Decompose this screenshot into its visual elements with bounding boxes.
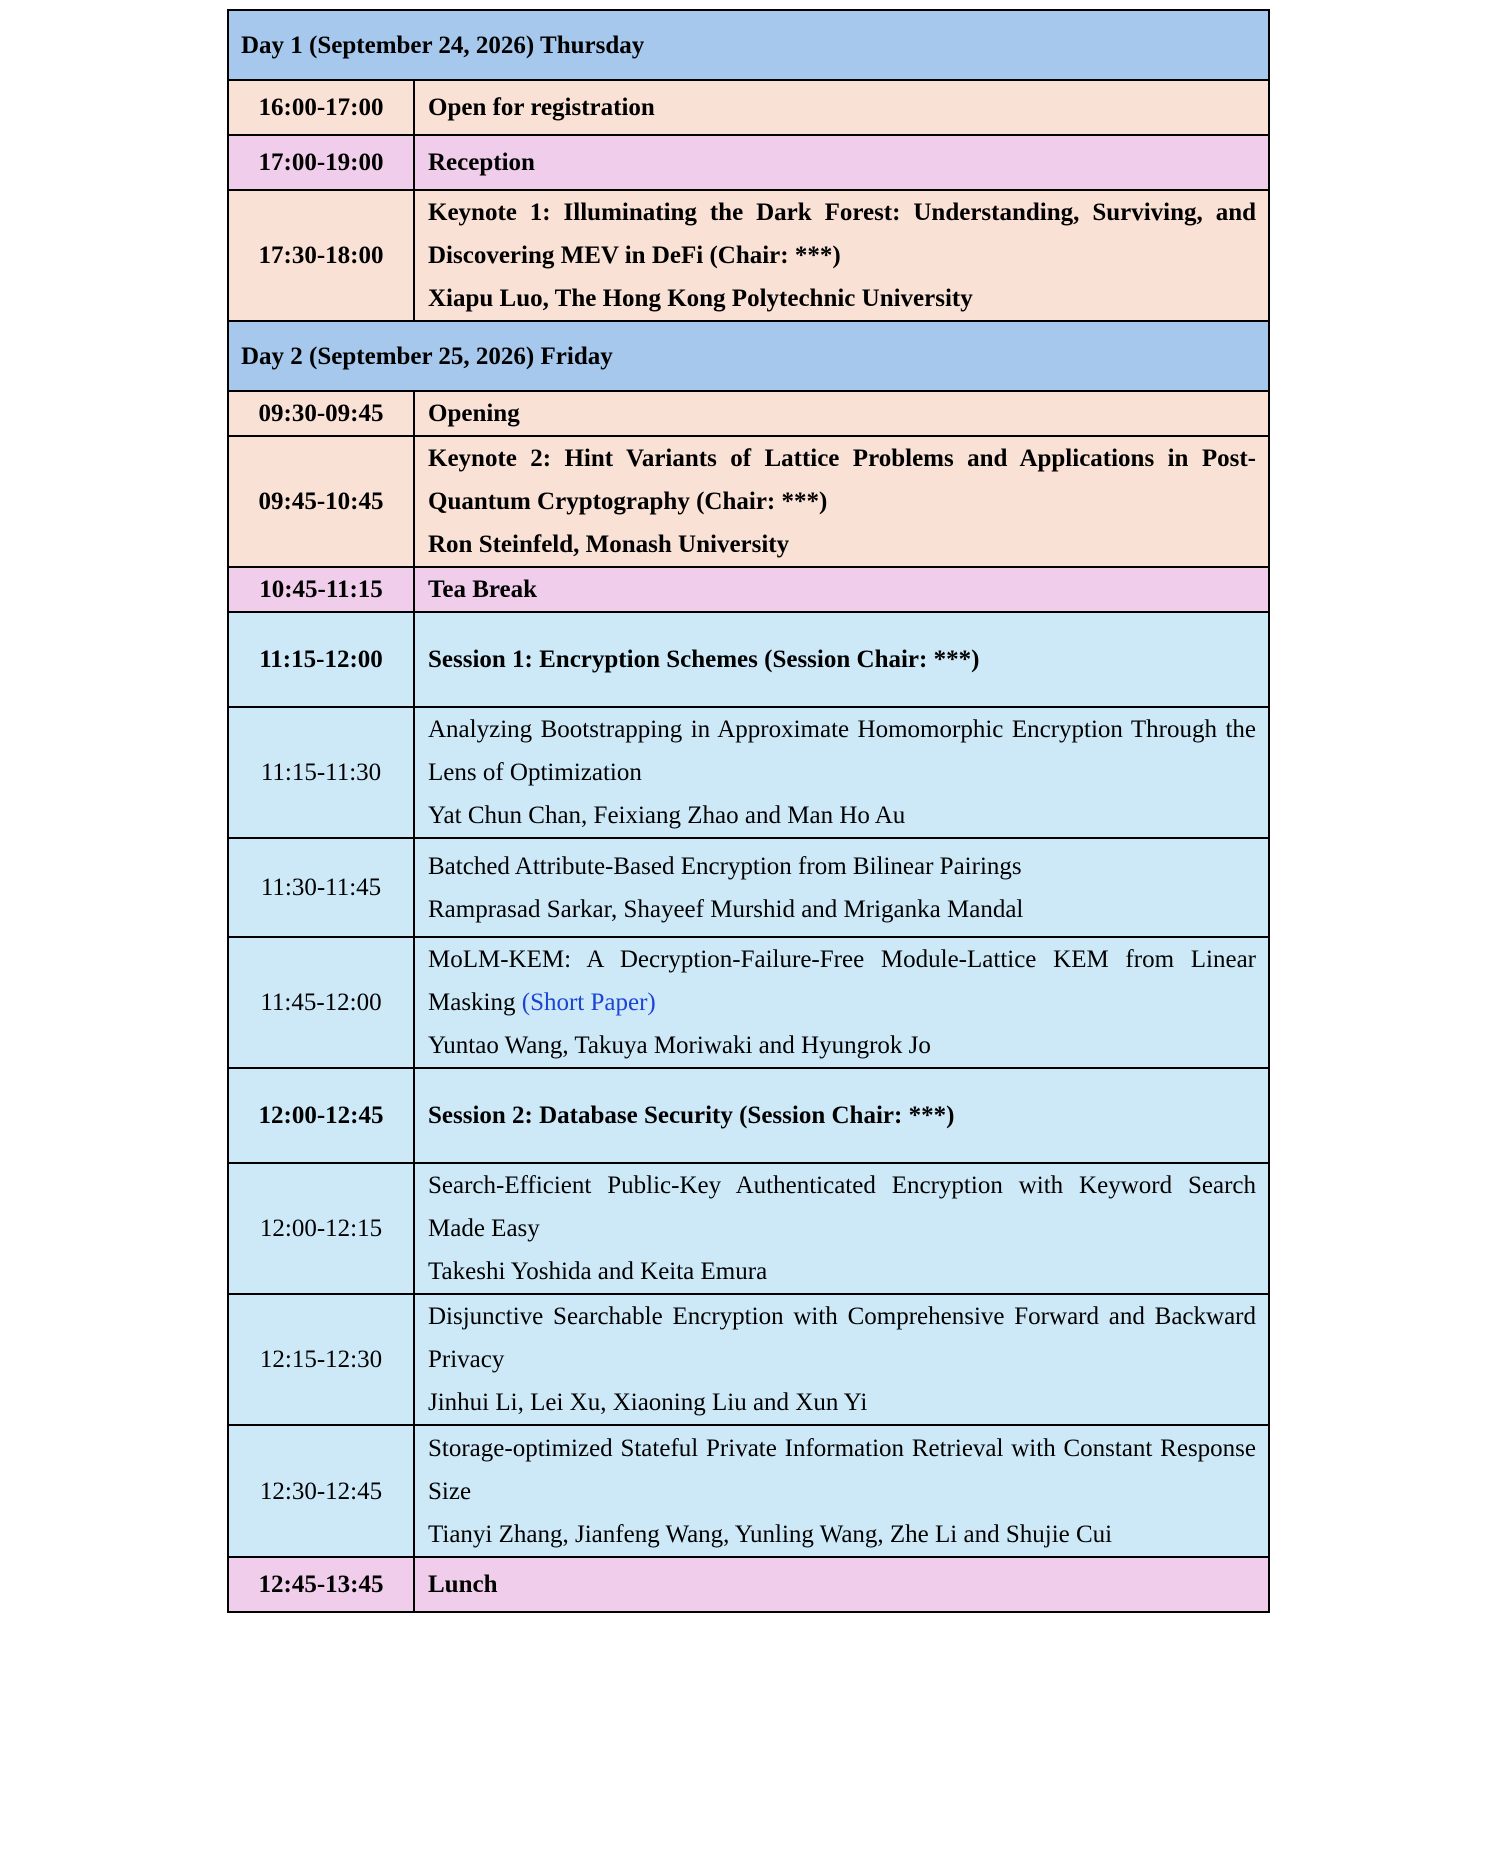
day-header: Day 1 (September 24, 2026) Thursday (228, 10, 1269, 80)
paper-cell (414, 1425, 1269, 1557)
schedule-row (228, 391, 1269, 436)
time-slot: 11:45-12:00 (228, 937, 414, 1068)
paper-title: Batched Attribute-Based Encryption from Bilinear Pairings (428, 852, 1022, 880)
paper-cell (414, 707, 1269, 838)
paper-row (228, 1425, 1269, 1557)
time-slot: 11:15-12:00 (228, 612, 414, 707)
paper-cell (414, 1163, 1269, 1294)
event-title: Tea Break (414, 567, 1269, 612)
time-slot: 10:45-11:15 (228, 567, 414, 612)
event-title: Open for registration (414, 80, 1269, 135)
keynote-speaker: Xiapu Luo, The Hong Kong Polytechnic University (428, 285, 973, 312)
time-slot: 17:00-19:00 (228, 135, 414, 190)
paper-title: Disjunctive Searchable Encryption with Comprehensive Forward and Backward Privacy (428, 1303, 1256, 1373)
session-title: Session 2: Database Security (Session Chair: ***) (414, 1068, 1269, 1163)
time-slot: 12:15-12:30 (228, 1294, 414, 1425)
time-slot: 09:30-09:45 (228, 391, 414, 436)
keynote-speaker: Ron Steinfeld, Monash University (428, 531, 790, 558)
time-slot: 17:30-18:00 (228, 190, 414, 321)
day-header-row (228, 10, 1269, 80)
time-slot: 12:00-12:45 (228, 1068, 414, 1163)
event-title: Reception (414, 135, 1269, 190)
paper-title: Analyzing Bootstrapping in Approximate Homomorphic Encryption Through the Lens of Optimization (428, 716, 1256, 786)
keynote-title: Keynote 2: Hint Variants of Lattice Problems and Applications in Post-Quantum Cryptography (Chair: ***) (428, 445, 1256, 515)
keynote-cell (414, 436, 1269, 567)
paper-cell (414, 1294, 1269, 1425)
time-slot: 09:45-10:45 (228, 436, 414, 567)
day-header: Day 2 (September 25, 2026) Friday (228, 321, 1269, 391)
time-slot: 11:30-11:45 (228, 838, 414, 937)
paper-title-line (428, 938, 1256, 1024)
paper-row (228, 937, 1269, 1068)
session-header-row (228, 1068, 1269, 1163)
paper-authors: Yat Chun Chan, Feixiang Zhao and Man Ho Au (428, 802, 906, 829)
time-slot: 16:00-17:00 (228, 80, 414, 135)
schedule-row (228, 80, 1269, 135)
paper-row (228, 707, 1269, 838)
keynote-cell (414, 190, 1269, 321)
event-title: Opening (414, 391, 1269, 436)
session-header-row (228, 612, 1269, 707)
paper-authors: Tianyi Zhang, Jianfeng Wang, Yunling Wang, Zhe Li and Shujie Cui (428, 1520, 1113, 1548)
program-table (227, 9, 1270, 1613)
time-slot: 12:45-13:45 (228, 1557, 414, 1612)
keynote-row (228, 190, 1269, 321)
paper-cell (414, 937, 1269, 1068)
paper-cell (414, 838, 1269, 937)
schedule-row (228, 135, 1269, 190)
time-slot: 11:15-11:30 (228, 707, 414, 838)
paper-authors: Takeshi Yoshida and Keita Emura (428, 1258, 768, 1285)
short-paper-note: (Short Paper) (521, 989, 656, 1016)
time-slot: 12:00-12:15 (228, 1163, 414, 1294)
paper-row (228, 838, 1269, 937)
keynote-title: Keynote 1: Illuminating the Dark Forest: Understanding, Surviving, and Discovering MEV in DeFi (Chair: ***) (428, 199, 1256, 269)
paper-title: MoLM-KEM: A Decryption-Failure-Free Module-Lattice KEM from Linear Masking (428, 946, 1256, 1016)
session-title: Session 1: Encryption Schemes (Session Chair: ***) (414, 612, 1269, 707)
program-schedule (227, 9, 1270, 1613)
paper-row (228, 1163, 1269, 1294)
paper-authors: Ramprasad Sarkar, Shayeef Murshid and Mriganka Mandal (428, 895, 1024, 923)
paper-title: Search-Efficient Public-Key Authenticated Encryption with Keyword Search Made Easy (428, 1172, 1256, 1242)
event-title: Lunch (414, 1557, 1269, 1612)
schedule-row (228, 567, 1269, 612)
paper-authors: Jinhui Li, Lei Xu, Xiaoning Liu and Xun Yi (428, 1389, 868, 1416)
time-slot: 12:30-12:45 (228, 1425, 414, 1557)
paper-authors: Yuntao Wang, Takuya Moriwaki and Hyungrok Jo (428, 1032, 931, 1059)
paper-title: Storage-optimized Stateful Private Information Retrieval with Constant Response Size (428, 1434, 1256, 1505)
paper-row (228, 1294, 1269, 1425)
day-header-row (228, 321, 1269, 391)
schedule-row (228, 1557, 1269, 1612)
keynote-row (228, 436, 1269, 567)
